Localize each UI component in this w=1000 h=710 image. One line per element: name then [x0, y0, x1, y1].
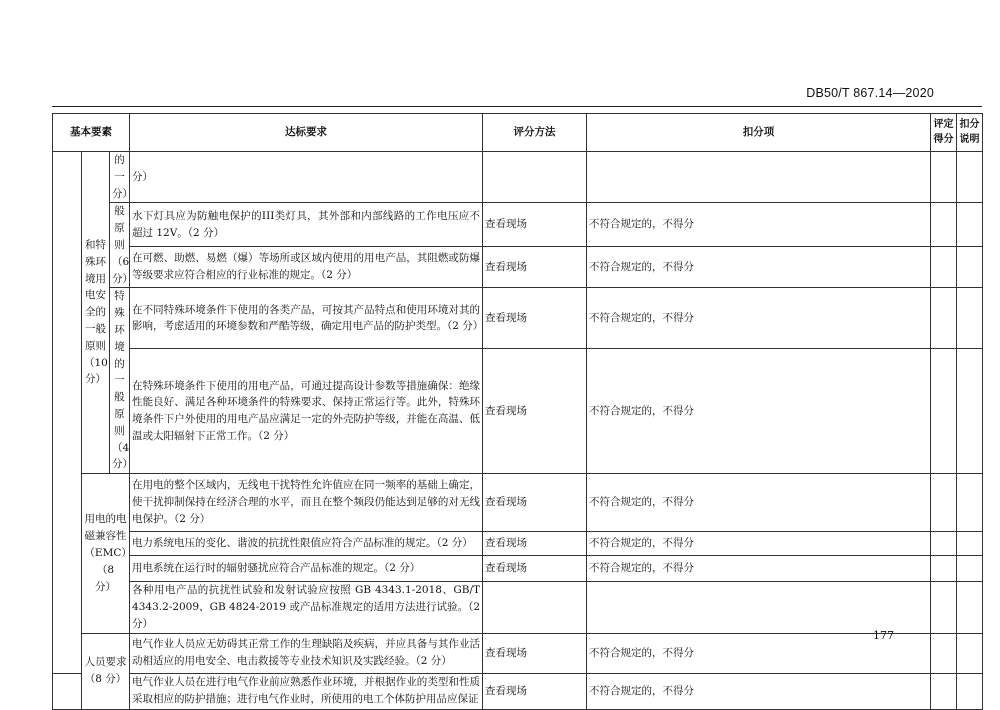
deduction-cell: 不符合规定的，不得分 [587, 532, 931, 556]
header-row [53, 114, 983, 152]
deduction-cell: 不符合规定的，不得分 [587, 673, 931, 709]
table-row [53, 203, 983, 247]
basic-element-cell [53, 673, 82, 709]
score-cell [931, 582, 957, 633]
group-emc: 用电的电 磁兼容性 （EMC）（8 分） [82, 474, 130, 633]
method-cell: 查看现场 [483, 673, 587, 709]
deduction-cell: 不符合规定的，不得分 [587, 203, 931, 247]
requirement-cell: 分） [130, 152, 483, 203]
requirement-cell: 水下灯具应为防触电保护的III类灯具，其外部和内部线路的工作电压应不超过 12V。（2 分） [130, 203, 483, 247]
deduction-cell [587, 582, 931, 633]
method-cell: 查看现场 [483, 633, 587, 673]
table-row [53, 288, 983, 349]
score-cell [931, 532, 957, 556]
requirement-cell: 电气作业人员应无妨碍其正常工作的生理缺陷及疾病，并应具备与其作业活动相适应的用电安全、电击救援等专业技术知识及实践经验。（2 分） [130, 633, 483, 673]
score-cell [931, 633, 957, 673]
method-cell: 查看现场 [483, 203, 587, 247]
group-special-env-safety: 和特 殊环 境用 电安 全的 一般 原则 （10 分） [82, 152, 110, 474]
requirement-cell: 在特殊环境条件下使用的用电产品，可通过提高设计参数等措施确保：绝缘性能良好、满足各种环境条件的特殊要求、保持正常运行等。此外，特殊环境条件下户外使用的用电产品应满足一定的外壳防护等级，并能在高温、低温或太阳辐射下正常工作。（2 分） [130, 349, 483, 474]
requirement-cell: 各种用电产品的抗扰性试验和发射试验应按照 GB 4343.1-2018、GB/T 4343.2-2009、GB 4824-2019 或产品标准规定的适用方法进行试验。（2 分） [130, 582, 483, 633]
header-score: 评定 得分 [931, 114, 957, 152]
deduction-cell: 不符合规定的，不得分 [587, 349, 931, 474]
basic-element-cell [53, 152, 82, 674]
table-row [53, 246, 983, 287]
header-method: 评分方法 [483, 114, 587, 152]
requirement-cell: 在用电的整个区域内，无线电干扰特性允许值应在同一频率的基础上确定，使干扰抑制保持在经济合理的水平，而且在整个频段仍能达到足够的对无线电保护。（2 分） [130, 474, 483, 532]
method-cell: 查看现场 [483, 532, 587, 556]
note-cell [957, 203, 983, 247]
table-row [53, 474, 983, 532]
method-cell: 查看现场 [483, 246, 587, 287]
standards-table [52, 113, 983, 710]
deduction-cell: 不符合规定的，不得分 [587, 246, 931, 287]
table-row [53, 349, 983, 474]
table-row [53, 556, 983, 582]
method-cell [483, 152, 587, 203]
note-cell [957, 288, 983, 349]
header-deduction: 扣分项 [587, 114, 931, 152]
requirement-cell: 用电系统在运行时的辐射骚扰应符合产品标准的规定。（2 分） [130, 556, 483, 582]
method-cell [483, 582, 587, 633]
requirement-cell: 电气作业人员在进行电气作业前应熟悉作业环境，并根据作业的类型和性质采取相应的防护措施；进行电气作业时，所使用的电工个体防护用品应保证 [130, 673, 483, 709]
group-personnel: 人员要求 （8 分） [82, 633, 130, 709]
note-cell [957, 673, 983, 709]
deduction-cell: 不符合规定的，不得分 [587, 556, 931, 582]
table-row [53, 673, 983, 709]
header-requirement: 达标要求 [130, 114, 483, 152]
note-cell [957, 556, 983, 582]
note-cell [957, 582, 983, 633]
header-rule [52, 106, 982, 107]
score-cell [931, 673, 957, 709]
method-cell: 查看现场 [483, 288, 587, 349]
header-note: 扣分 说明 [957, 114, 983, 152]
note-cell [957, 532, 983, 556]
note-cell [957, 633, 983, 673]
note-cell [957, 246, 983, 287]
score-cell [931, 246, 957, 287]
note-cell [957, 474, 983, 532]
table-row [53, 152, 983, 203]
note-cell [957, 349, 983, 474]
group-general-principle-a: 的一 分） [110, 152, 130, 203]
group-special-env-general: 特殊 环境 的一 般原 则（4 分） [110, 288, 130, 474]
method-cell: 查看现场 [483, 556, 587, 582]
deduction-cell [587, 152, 931, 203]
deduction-cell: 不符合规定的，不得分 [587, 474, 931, 532]
group-general-principle-b: 般原 则（6 分） [110, 203, 130, 288]
requirement-cell: 在不同特殊环境条件下使用的各类产品，可按其产品特点和使用环境对其的影响，考虑适用的环境参数和严酷等级，确定用电产品的防护类型。（2 分） [130, 288, 483, 349]
note-cell [957, 152, 983, 203]
score-cell [931, 349, 957, 474]
header-basic: 基本要素 [53, 114, 130, 152]
method-cell: 查看现场 [483, 474, 587, 532]
deduction-cell: 不符合规定的，不得分 [587, 288, 931, 349]
requirement-cell: 在可燃、助燃、易燃（爆）等场所或区域内使用的用电产品，其阻燃或防爆等级要求应符合相应的行业标准的规定。（2 分） [130, 246, 483, 287]
method-cell: 查看现场 [483, 349, 587, 474]
score-cell [931, 556, 957, 582]
page-number: 177 [873, 629, 894, 642]
table-row [53, 582, 983, 633]
score-cell [931, 288, 957, 349]
requirement-cell: 电力系统电压的变化、谐波的抗扰性限值应符合产品标准的规定。（2 分） [130, 532, 483, 556]
document-code: DB50/T 867.14—2020 [806, 86, 934, 100]
score-cell [931, 152, 957, 203]
score-cell [931, 474, 957, 532]
score-cell [931, 203, 957, 247]
table-row [53, 633, 983, 673]
deduction-cell: 不符合规定的，不得分 [587, 633, 931, 673]
table-row [53, 532, 983, 556]
